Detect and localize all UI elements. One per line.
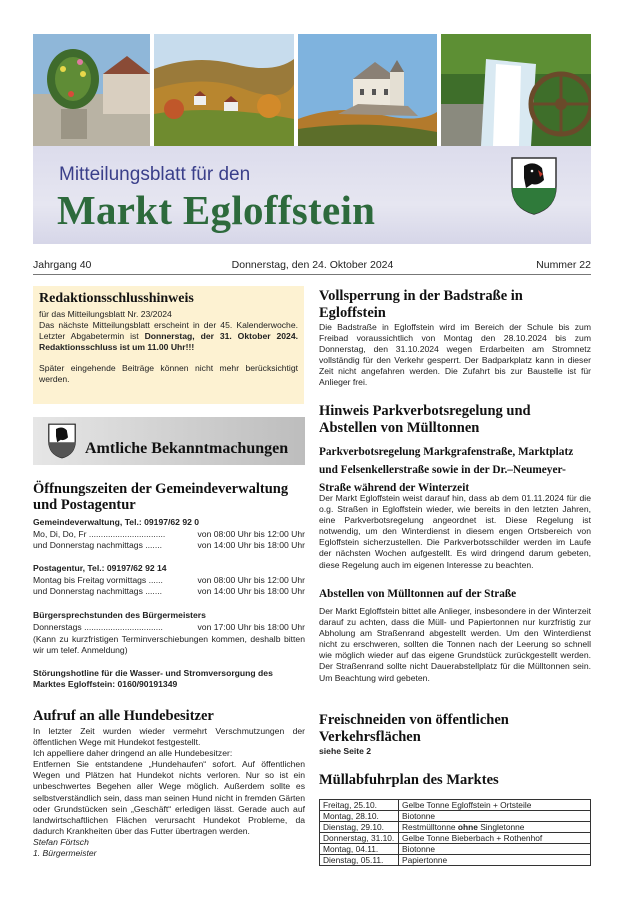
signature-name: Stefan Förtsch: [33, 836, 89, 847]
bins-text: Der Markt Egloffstein bittet alle Anlieger, insbesondere in der Winterzeit darauf zu achten, dass die Müll- und Papiertonnen nur kurzfristig zur Abholung am Straßenrand abgestellt werden. Um den Winterdienst nicht zu erschweren, sollten die Tonnen nach der Leerung so schnell wie möglich wieder auf das eigene Grundstück zurückgestellt werden. Der Straßenrand sollte nicht Dauerabstellplatz für die Mülltonnen sein. Um Beachtung wird gebeten.: [319, 606, 591, 683]
hours-row: Donnerstags ................................. von 17:00 Uhr bis 18:00 Uhr: [33, 622, 305, 632]
clearing-note: siehe Seite 2: [319, 746, 372, 756]
parking-subtitle: Parkverbotsregelung Markgrafenstraße, Marktplatz und Felsenkellerstraße sowie in der Dr.–Neumeyer-Straße während der Winterzeit: [319, 446, 574, 494]
mayor-hours-note: (Kann zu kurzfristigen Terminverschiebungen kommen, deshalb bitten wir um telef. Anmeldung): [33, 634, 305, 656]
deadline-title: Redaktionsschlusshinweis: [39, 291, 194, 306]
castle-photo: [298, 34, 437, 146]
table-row: Freitag, 25.10. Gelbe Tonne Egloffstein + Ortsteile: [320, 800, 591, 811]
table-row: Montag, 28.10. Biotonne: [320, 811, 591, 822]
hours-row: Montag bis Freitag vormittags ...... von 08:00 Uhr bis 12:00 Uhr: [33, 575, 305, 585]
mayor-hours-heading: Bürgersprechstunden des Bürgermeisters: [33, 610, 206, 620]
deadline-subtitle: für das Mitteilungsblatt Nr. 23/2024: [39, 309, 172, 319]
parking-text: Der Markt Egloffstein weist darauf hin, dass ab dem 01.11.2024 für die o.g. Straßen in Egloffstein wieder, wie bereits in den letzten Jahren, eine Parkverbotsregelung angeordnet ist. Diese Regelung ist notwendig, um den Winterdienst in diesem engen Ortsbereich von Egloffstein sicherzustellen. Die Parkverbotsschilder werden im Laufe der nächsten Wochen aufgestellt. Es wird dringend darum gebeten, diese Regelung auch im eigenen Interesse zu beachten.: [319, 493, 591, 570]
table-row: Montag, 04.11. Biotonne: [320, 844, 591, 855]
divider: [33, 274, 591, 275]
admin-phone-heading: Gemeindeverwaltung, Tel.: 09197/62 92 0: [33, 517, 200, 527]
hours-row: und Donnerstag nachmittags ....... von 14:00 Uhr bis 18:00 Uhr: [33, 540, 305, 551]
hours-row: Mo, Di, Do, Fr ................................ von 08:00 Uhr bis 12:00 Uhr: [33, 529, 305, 539]
fountain-photo: [33, 34, 150, 146]
official-announcements-title: Amtliche Bekanntmachungen: [85, 440, 289, 457]
waste-schedule-table: [319, 799, 591, 866]
village-photo: [154, 34, 294, 146]
waste-schedule-title: Müllabfuhrplan des Marktes: [319, 772, 499, 788]
table-row: Donnerstag, 31.10. Gelbe Tonne Bieberbach + Rothenhof: [320, 833, 591, 844]
clearing-title: Freischneiden von öffentlichen Verkehrsflächen: [319, 712, 509, 745]
mayor-hours: [33, 622, 305, 633]
admin-hours: [33, 529, 305, 551]
signature-role: 1. Bürgermeister: [33, 848, 97, 859]
dog-owners-title: Aufruf an alle Hundebesitzer: [33, 708, 214, 724]
issue-number: Nummer 22: [536, 259, 591, 271]
issue-date: Donnerstag, den 24. Oktober 2024: [231, 259, 394, 271]
waterwheel-photo: [441, 34, 591, 146]
coat-of-arms-icon: [510, 156, 558, 216]
table-row: Dienstag, 29.10. Restmülltonne ohne Singletonne: [320, 822, 591, 833]
coat-of-arms-icon: [47, 423, 77, 459]
issue-volume: Jahrgang 40: [33, 259, 92, 271]
masthead-title: Markt Egloffstein: [57, 187, 376, 233]
masthead-banner: [33, 146, 591, 244]
hours-row: und Donnerstag nachmittags ....... von 14:00 Uhr bis 18:00 Uhr: [33, 586, 305, 597]
deadline-text: Das nächste Mitteilungsblatt erscheint in der 45. Kalenderwoche. Letzter Abgabetermin ist Donnerstag, der 31. Oktober 2024. Redaktionsschluss ist um 11.00 Uhr!!!: [39, 320, 298, 353]
road-closure-text: Die Badstraße in Egloffstein wird im Bereich der Schule bis zum Freibad voraussichtlich von Montag den 28.10.2024 bis zum Donnerstag, den 31.10.2024 wegen Erdarbeiten am Stromnetz vollständig für den Verkehr gesperrt. Der Badparkplatz kann in dieser Zeit nicht angefahren werden. Die Zufahrt bis zur Baustelle ist für Anlieger frei.: [319, 322, 591, 388]
post-phone-heading: Postagentur, Tel.: 09197/62 92 14: [33, 563, 167, 573]
dog-owners-text: In letzter Zeit wurden wieder vermehrt Verschmutzungen der öffentlichen Wege mit Hundekot festgestellt. Ich appelliere daher dringend an alle Hundebesitzer: Entfernen Sie entstandene „Hundehaufen“ sofort. Auf öffentlichen Wegen und Plätzen hat Hundekot nichts verloren. Nur so ist ein unbeschwertes Begehen aller Wege möglich. Außerdem sollte es selbstverständlich sein, dass man seinen Hund nicht in fremden Gärten oder Grundstücken sein „Geschäft“ erledigen lässt. Gerade auch auf landwirtschaftlichen Flächen verursacht Hundekot Probleme, da dadurch Krankheiten über das Futter übertragen werden. Stefan Förtsch 1. Bürgermeister: [33, 726, 305, 859]
utility-hotline: Störungshotline für die Wasser- und Stromversorgung des Marktes Egloffstein: 0160/90191349: [33, 668, 273, 690]
post-hours: [33, 575, 305, 597]
deadline-notice-box: [33, 286, 304, 404]
bins-subtitle: Abstellen von Mülltonnen auf der Straße: [319, 588, 517, 600]
deadline-late-text: Später eingehende Beiträge können nicht mehr berücksichtigt werden.: [39, 363, 298, 385]
table-row: Dienstag, 05.11. Papiertonne: [320, 855, 591, 866]
road-closure-title: Vollsperrung in der Badstraße in Egloffstein: [319, 288, 523, 321]
masthead-subtitle: Mitteilungsblatt für den: [59, 164, 251, 185]
parking-title: Hinweis Parkverbotsregelung und Abstellen von Mülltonnen: [319, 403, 531, 436]
opening-hours-title: Öffnungszeiten der Gemeindeverwaltung und Postagentur: [33, 481, 289, 513]
official-announcements-banner: [33, 417, 305, 465]
